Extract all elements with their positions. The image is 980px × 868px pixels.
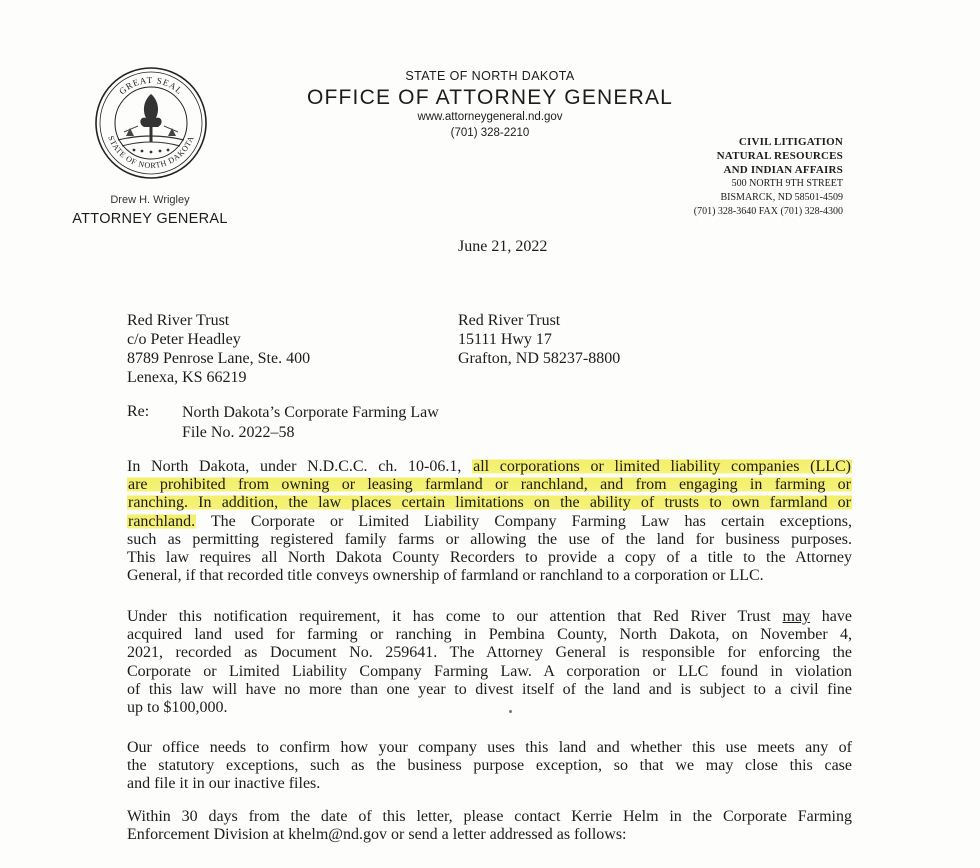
division-block xyxy=(694,135,843,219)
division-line: BISMARCK, ND 58501-4509 xyxy=(720,192,843,203)
paragraph-line xyxy=(127,513,852,531)
paragraph-line: the statutory exceptions, such as the business purpose exception, so that we may close this case xyxy=(127,757,852,775)
scan-speck xyxy=(509,710,512,713)
address-line: 15111 Hwy 17 xyxy=(458,331,552,348)
paragraph-line: acquired land used for farming or ranching in Pembina County, North Dakota, on November 4, xyxy=(127,626,852,644)
svg-text:GREAT SEAL: GREAT SEAL xyxy=(117,74,185,97)
office-website: www.attorneygeneral.nd.gov xyxy=(417,111,563,123)
text-run: Under this notification requirement, it has come to our attention that Red River Trust xyxy=(127,608,783,625)
paragraph-line: This law requires all North Dakota County Recorders to provide a copy of a title to the Attorney xyxy=(127,549,852,567)
division-line: AND INDIAN AFFAIRS xyxy=(723,164,843,176)
underlined-text: may xyxy=(782,608,811,625)
paragraph-2 xyxy=(127,608,852,717)
recipient-address-2 xyxy=(458,311,620,368)
text-run: In North Dakota, under N.D.C.C. ch. 10-06.1, xyxy=(127,458,473,475)
signer-title: ATTORNEY GENERAL xyxy=(72,211,228,227)
letter-date: June 21, 2022 xyxy=(458,238,548,255)
re-file-number: File No. 2022–58 xyxy=(182,424,295,441)
paragraph-4 xyxy=(127,808,852,844)
paragraph-line: such as permitting registered family farms or allowing the use of the land for business purposes. xyxy=(127,530,852,548)
recipient-address-1 xyxy=(127,311,310,387)
svg-text:STATE OF NORTH DAKOTA: STATE OF NORTH DAKOTA xyxy=(106,134,196,171)
paragraph-line: Corporate or Limited Liability Company Farming Law. A corporation or LLC found in violation xyxy=(127,662,852,680)
highlighted-text: are prohibited from owning or leasing farmland or ranchland, and from engaging in farming or xyxy=(128,476,851,494)
paragraph-3 xyxy=(127,739,852,794)
division-line: (701) 328-3640 FAX (701) 328-4300 xyxy=(693,206,843,217)
address-line: Red River Trust xyxy=(458,312,561,329)
paragraph-1 xyxy=(127,458,852,585)
paragraph-line: Our office needs to confirm how your company uses this land and whether this use meets any of xyxy=(127,739,852,756)
address-line: Grafton, ND 58237-8800 xyxy=(458,350,621,367)
great-seal-icon xyxy=(94,66,208,180)
address-line: Red River Trust xyxy=(127,312,230,329)
paragraph-line xyxy=(127,494,852,512)
paragraph-line: Enforcement Division at khelm@nd.gov or send a letter addressed as follows: xyxy=(127,826,627,844)
office-title: OFFICE OF ATTORNEY GENERAL xyxy=(306,86,674,109)
paragraph-line: General, if that recorded title conveys ownership of farmland or ranchland to a corporation or LLC. xyxy=(127,567,764,585)
text-run: have xyxy=(810,608,853,625)
highlighted-text: ranching. In addition, the law places certain limitations on the ability of trusts to own farmland or xyxy=(128,494,851,512)
re-subject-block xyxy=(182,403,439,443)
highlighted-text: ranchland. xyxy=(128,512,196,530)
paragraph-line: up to $100,000. xyxy=(127,699,228,717)
address-line: c/o Peter Headley xyxy=(127,331,241,348)
paragraph-line xyxy=(127,476,852,494)
division-line: CIVIL LITIGATION xyxy=(738,136,843,148)
paragraph-line: 2021, recorded as Document No. 259641. The Attorney General is responsible for enforcing the xyxy=(127,644,852,662)
division-line: 500 NORTH 9TH STREET xyxy=(731,178,843,189)
paragraph-line xyxy=(127,608,852,626)
highlighted-text: all corporations or limited liability companies (LLC) xyxy=(473,458,852,475)
signer-name: Drew H. Wrigley xyxy=(110,194,190,206)
re-label: Re: xyxy=(127,403,150,420)
paragraph-line xyxy=(127,458,852,476)
text-run: The Corporate or Limited Liability Company Farming Law has certain exceptions, xyxy=(196,512,852,530)
office-phone: (701) 328-2210 xyxy=(450,127,530,139)
division-line: NATURAL RESOURCES xyxy=(716,150,843,162)
paragraph-line: and file it in our inactive files. xyxy=(127,775,321,793)
paragraph-line: Within 30 days from the date of this letter, please contact Kerrie Helm in the Corporate Farming xyxy=(127,808,852,825)
address-line: Lenexa, KS 66219 xyxy=(127,369,247,386)
state-line: STATE OF NORTH DAKOTA xyxy=(405,69,575,83)
paragraph-line: of this law will have no more than one year to divest itself of the land and is subject to a civil fine xyxy=(127,680,852,698)
re-subject: North Dakota’s Corporate Farming Law xyxy=(182,404,439,421)
address-line: 8789 Penrose Lane, Ste. 400 xyxy=(127,350,311,367)
